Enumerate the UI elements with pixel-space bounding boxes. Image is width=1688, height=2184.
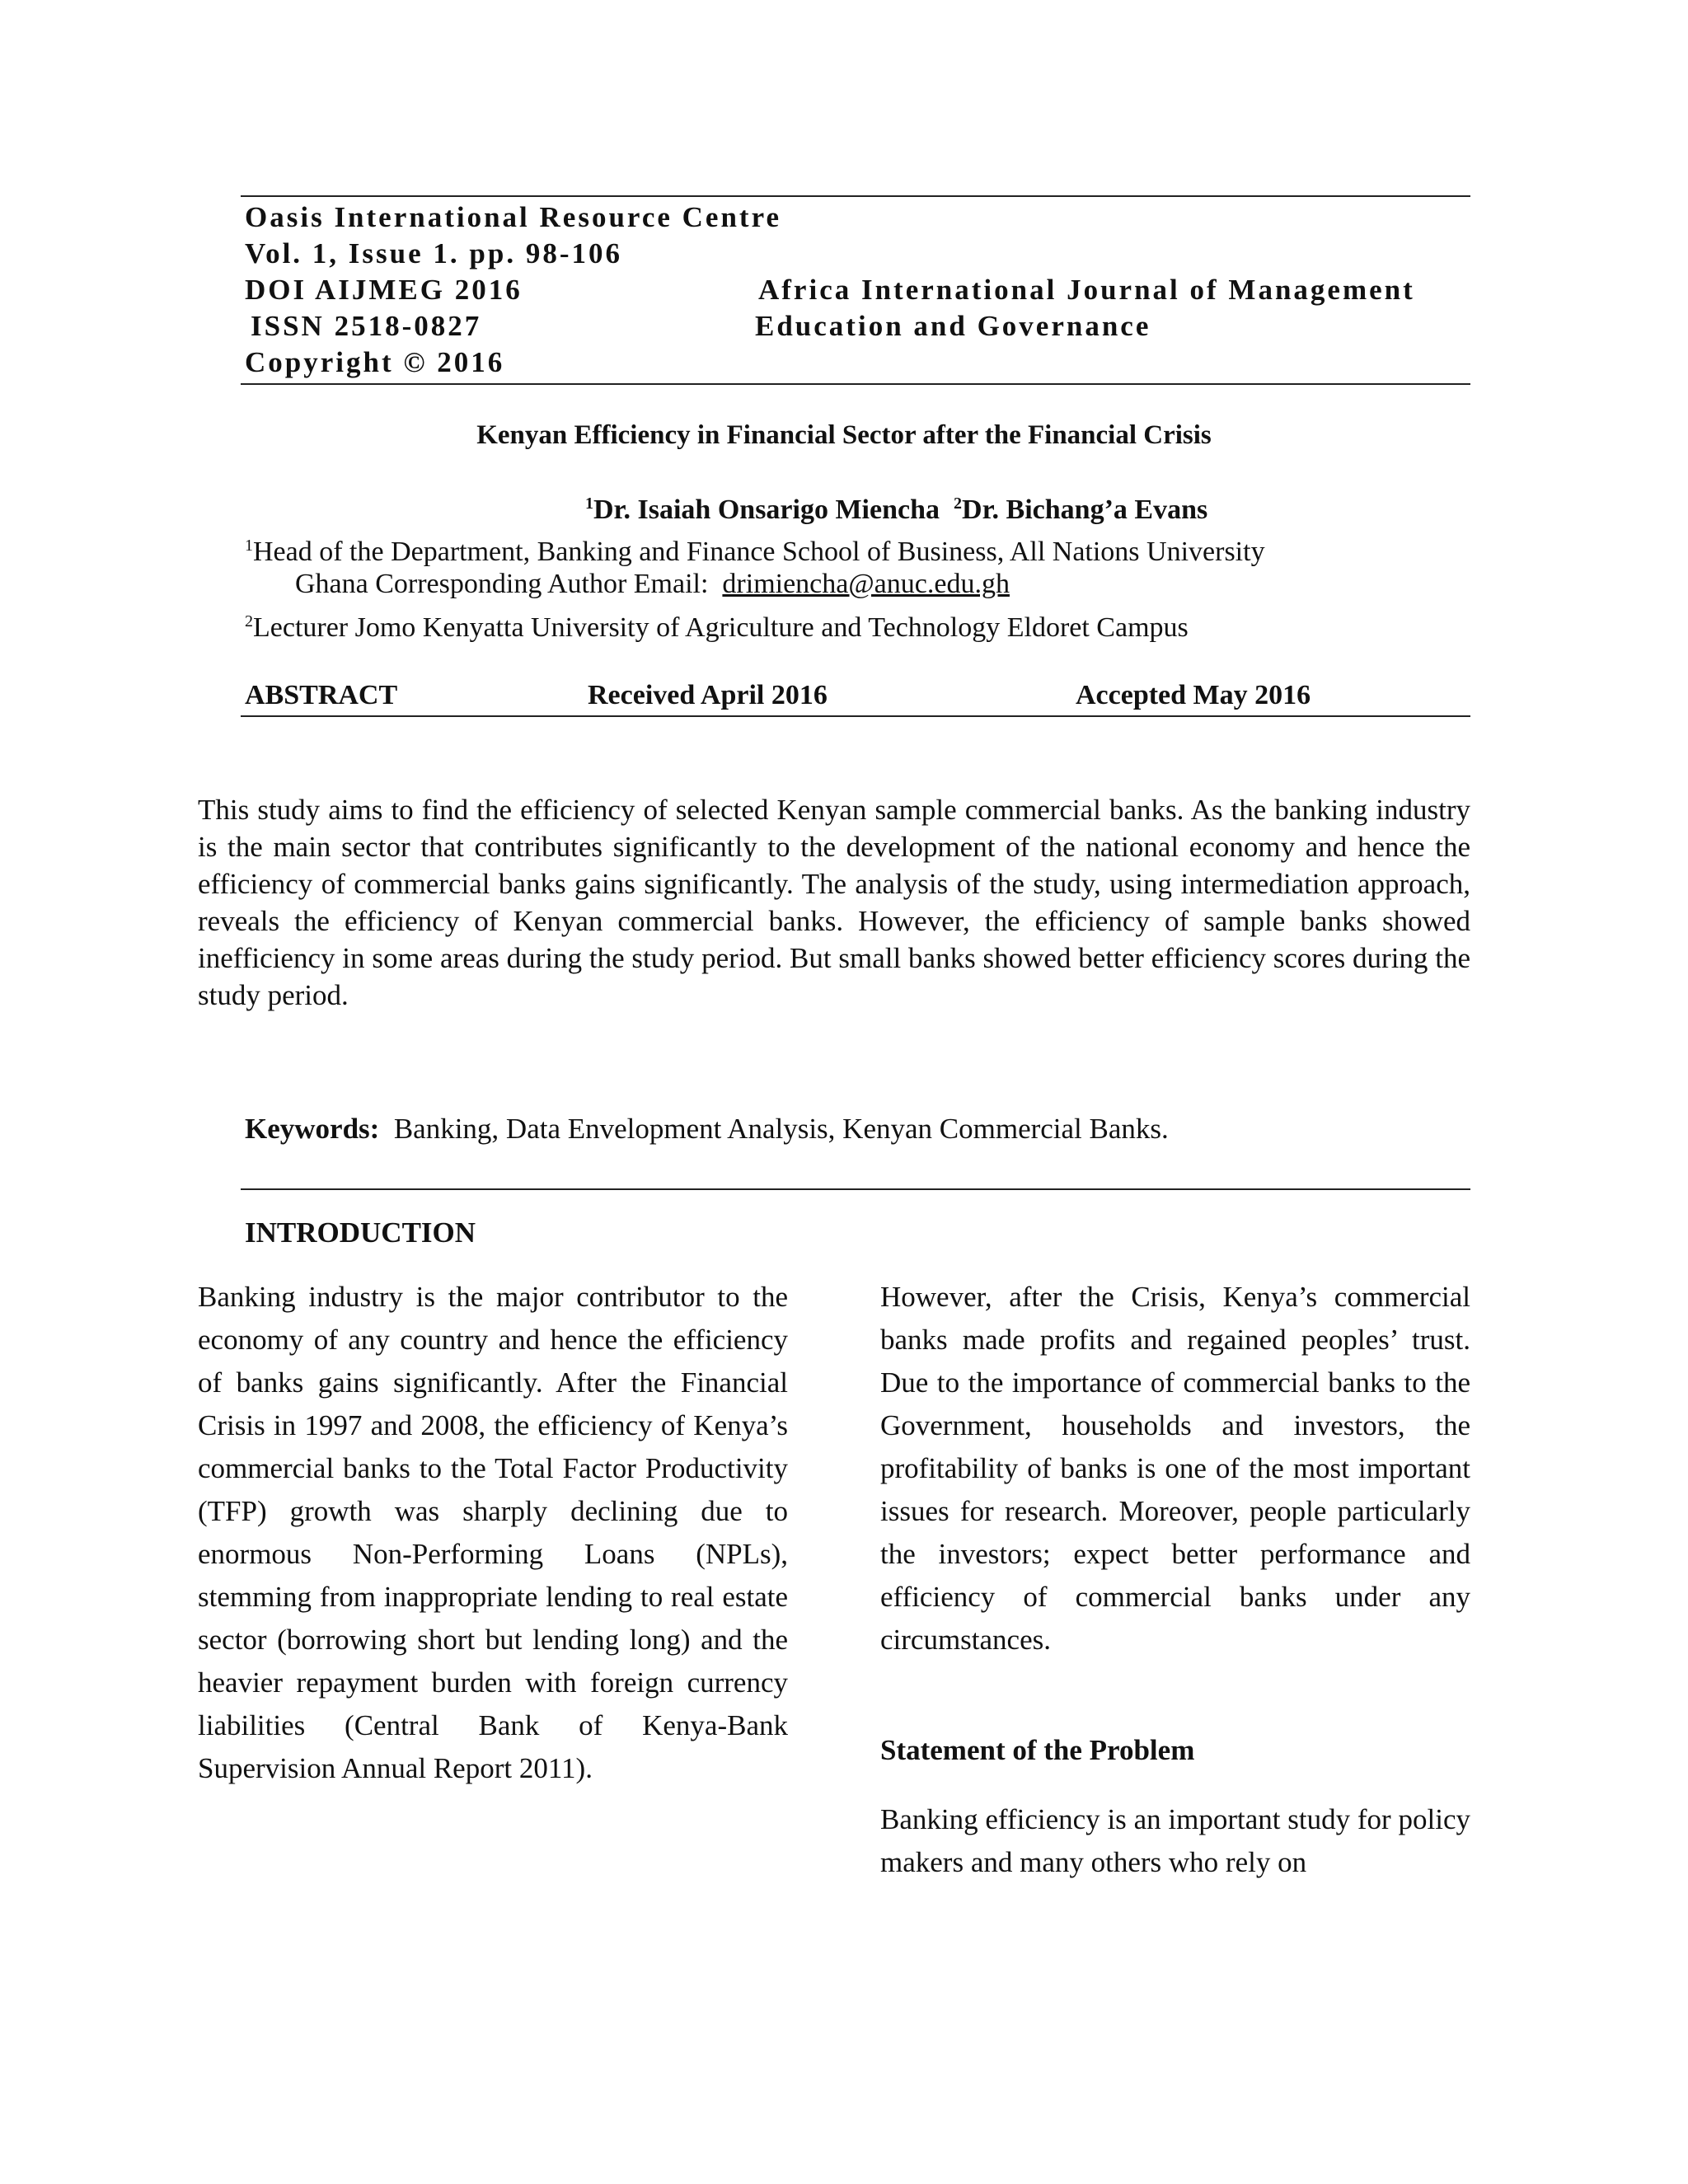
abstract-label: ABSTRACT [245,680,398,710]
aff2-text: Lecturer Jomo Kenyatta University of Agriculture and Technology Eldoret Campus [253,612,1189,643]
journal-name-line1: Africa International Journal of Management [758,274,1415,306]
journal-publisher: Oasis International Resource Centre [245,201,782,233]
accepted-date: Accepted May 2016 [1076,680,1311,710]
author-line [585,494,1207,526]
aff1-superscript: 1 [245,537,253,555]
header-bottom-rule [241,383,1470,385]
affiliation-2 [245,603,1189,646]
author1-superscript: 1 [585,494,593,513]
intro-heading: INTRODUCTION [245,1216,476,1249]
journal-issn: ISSN 2518-0827 [251,310,482,342]
journal-copyright: Copyright © 2016 [245,346,505,378]
affiliation-1-line2 [295,565,1010,602]
keywords-line [245,1113,1169,1146]
keywords-rule [241,1188,1470,1190]
abstract-text: This study aims to find the efficiency of selected Kenyan sample commercial banks. As the banking industry is the main sector that contributes significantly to the development of the national economy and hence the efficiency of commercial banks gains significantly. The analysis of the study, using intermediation approach, reveals the efficiency of Kenyan commercial banks. However, the efficiency of sample banks showed inefficiency in some areas during the study period. But small banks showed better efficiency scores during the study period. [198,794,1470,1011]
keywords-text: Banking, Data Envelopment Analysis, Kenyan Commercial Banks. [393,1113,1169,1145]
intro-left-column: Banking industry is the major contributor to the economy of any country and hence the efficiency of banks gains significantly. After the Financial Crisis in 1997 and 2008, the efficiency of Kenya’s commercial banks to the Total Factor Productivity (TFP) growth was sharply declining due to enormous Non-Performing Loans (NPLs), stemming from inappropriate lending to real estate sector (borrowing short but lending long) and the heavier repayment burden with foreign currency liabilities (Central Bank of Kenya-Bank Supervision Annual Report 2011). [198,1281,788,1784]
author2-name: Dr. Bichang’a Evans [962,494,1208,525]
header-top-rule [241,195,1470,197]
journal-name-line2: Education and Governance [755,310,1151,342]
received-date: Received April 2016 [588,680,828,710]
intro-right-column: However, after the Crisis, Kenya’s commercial banks made profits and regained peoples’ trust. Due to the importance of commercial banks to the Government, households and investors, the profitability of banks is one of the most important issues for research. Moreover, people particularly the investors; expect better performance and efficiency of commercial banks under any circumstances. [880,1281,1470,1656]
abstract-rule [241,715,1470,717]
problem-heading: Statement of the Problem [880,1734,1195,1766]
journal-doi: DOI AIJMEG 2016 [245,274,523,306]
aff1-text: Head of the Department, Banking and Finance School of Business, All Nations University [253,537,1265,567]
author1-name: Dr. Isaiah Onsarigo Miencha [593,494,940,525]
aff1-email-label: Ghana Corresponding Author Email: [295,569,709,599]
keywords-label: Keywords: [245,1113,380,1145]
author2-superscript: 2 [954,494,963,513]
journal-volume: Vol. 1, Issue 1. pp. 98-106 [245,237,622,269]
article-title: Kenyan Efficiency in Financial Sector after the Financial Crisis [476,420,1212,450]
aff2-superscript: 2 [245,612,253,630]
problem-text: Banking efficiency is an important study for policy makers and many others who rely on [880,1803,1470,1878]
author-email-link[interactable]: drimiencha@anuc.edu.gh [722,569,1010,599]
affiliation-1 [245,527,1265,570]
